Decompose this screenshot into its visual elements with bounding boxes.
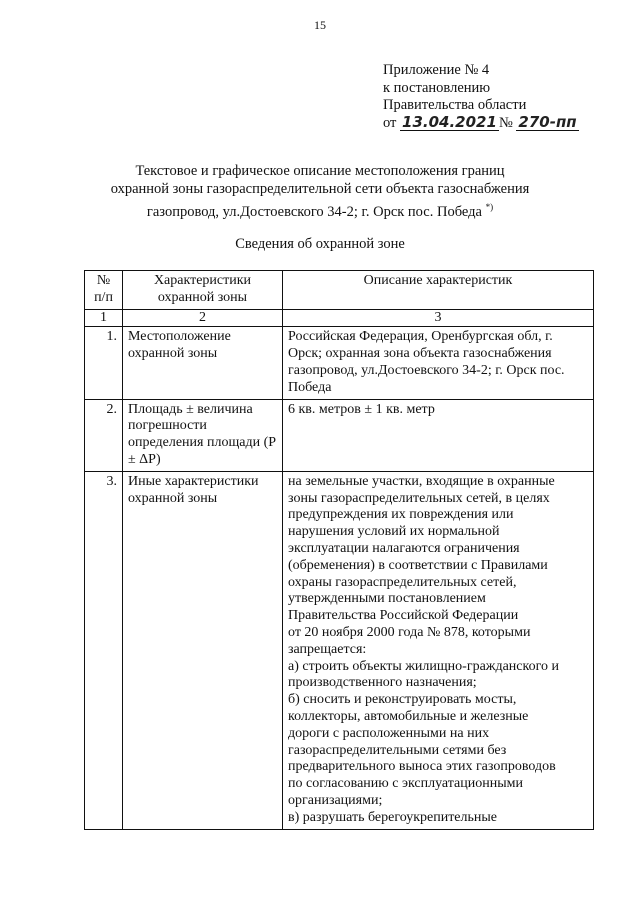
table-header-row xyxy=(85,271,594,310)
number-prefix: № xyxy=(498,114,513,131)
column-number-1: 1 xyxy=(85,309,123,327)
handwritten-number: 270-пп xyxy=(518,112,577,131)
header-description: Описание характеристик xyxy=(283,271,594,310)
description-line: предупреждения их повреждения или xyxy=(288,507,514,523)
row-number: 1. xyxy=(85,327,123,399)
description-line: (обременения) в соответствии с Правилами xyxy=(288,557,548,573)
column-number-3: 3 xyxy=(283,309,594,327)
row-characteristic: Площадь ± величина погрешности определения площади (P ± ΔP) xyxy=(123,399,283,471)
description-line: эксплуатации налагаются ограничения xyxy=(288,540,520,556)
description-line: производственного назначения; xyxy=(288,675,477,691)
description-line: нарушения условий их нормальной xyxy=(288,524,500,540)
page-number: 15 xyxy=(314,18,326,32)
description-line: в) разрушать берегоукрепительные xyxy=(288,809,498,825)
column-number-row xyxy=(85,309,594,327)
description-line: запрещается: xyxy=(288,641,367,657)
title-line-3: газопровод, ул.Достоевского 34-2; г. Орск пос. Победа *) xyxy=(146,202,494,220)
description-line: предварительного выноса этих газопроводов xyxy=(288,759,556,775)
description-line: коллекторы, автомобильные и железные xyxy=(288,708,529,724)
description-line: организациями; xyxy=(288,792,383,808)
table-row xyxy=(85,399,594,471)
header-number: № п/п xyxy=(85,271,123,310)
description-line: утвержденными постановлением xyxy=(288,591,486,607)
row-description: 6 кв. метров ± 1 кв. метр xyxy=(283,399,594,471)
row-number: 3. xyxy=(85,471,123,829)
appendix-title: Приложение № 4 xyxy=(383,62,490,78)
appendix-line-3: Правительства области xyxy=(383,97,527,113)
description-line: дороги с расположенными на них xyxy=(288,725,490,741)
description-line: охраны газораспределительных сетей, xyxy=(288,574,517,590)
description-line: газораспределительными сетями без xyxy=(288,742,507,758)
description-line: зоны газораспределительных сетей, в целях xyxy=(288,490,550,506)
appendix-block xyxy=(383,62,579,132)
appendix-line-2: к постановлению xyxy=(383,79,491,96)
description-line: Правительства Российской Федерации xyxy=(288,608,519,624)
footnote-mark: *) xyxy=(485,202,494,212)
date-prefix: от xyxy=(383,114,397,131)
document-title xyxy=(60,162,580,221)
appendix-date-line xyxy=(383,112,579,133)
row-number: 2. xyxy=(85,399,123,471)
row-characteristic: Местоположение охранной зоны xyxy=(123,327,283,399)
zone-table xyxy=(84,270,594,830)
table-row xyxy=(85,327,594,399)
handwritten-date: 13.04.2021 xyxy=(402,112,497,131)
table-row xyxy=(85,471,594,829)
description-line: а) строить объекты жилищно-гражданского и xyxy=(288,658,559,674)
description-line: б) сносить и реконструировать мосты, xyxy=(288,692,517,708)
title-line-2: охранной зоны газораспределительной сети объекта газоснабжения xyxy=(110,181,530,197)
row-description: Российская Федерация, Оренбургская обл, г. Орск; охранная зона объекта газоснабжения газопровод, ул.Достоевского 34-2; г. Орск пос. Победа xyxy=(283,327,594,399)
row-characteristic: Иные характеристики охранной зоны xyxy=(123,471,283,829)
column-number-2: 2 xyxy=(123,309,283,327)
row-description xyxy=(283,471,594,829)
description-line: на земельные участки, входящие в охранные xyxy=(288,473,555,489)
title-line-1: Текстовое и графическое описание местоположения границ xyxy=(135,163,505,179)
description-line: по согласованию с эксплуатационными xyxy=(288,776,523,792)
description-line: от 20 ноября 2000 года № 878, которыми xyxy=(288,624,531,640)
section-subtitle: Сведения об охранной зоне xyxy=(235,236,405,252)
header-characteristic: Характеристики охранной зоны xyxy=(123,271,283,310)
